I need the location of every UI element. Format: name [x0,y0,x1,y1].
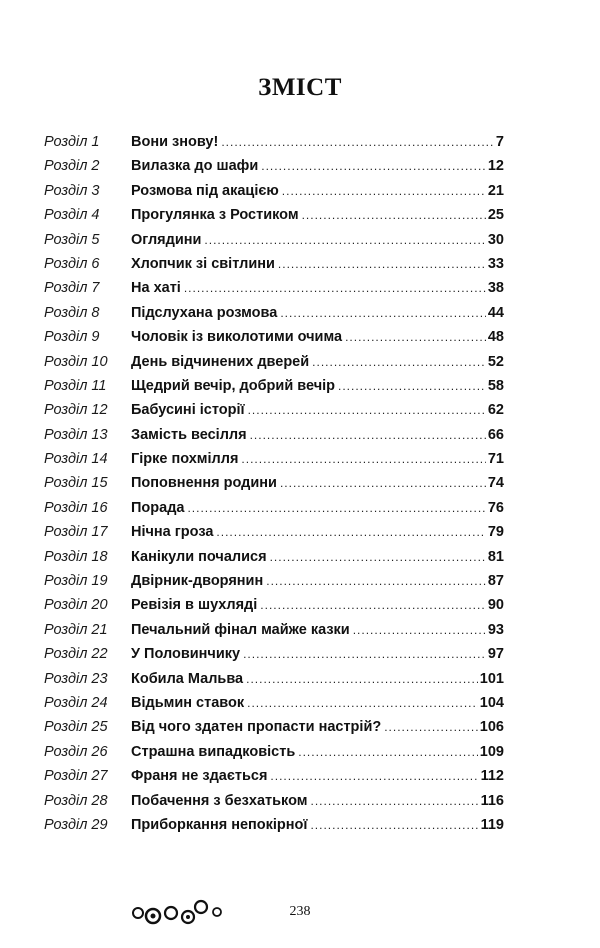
chapter-title: Канікули почалися [131,548,267,565]
page-number: 238 [289,904,311,919]
chapter-page-number: 79 [487,524,504,541]
dot-leader [311,789,479,813]
chapter-page-number: 62 [487,402,504,419]
chapter-title: Бабусині історії [131,402,245,419]
chapter-number: Розділ 22 [44,646,108,663]
chapter-number: Розділ 2 [44,158,100,175]
toc-entry [44,618,504,642]
chapter-page-number: 52 [487,353,504,370]
chapter-page-number: 66 [487,426,504,443]
chapter-page-number: 38 [487,280,504,297]
dot-leader [247,691,478,715]
chapter-title: У Половинчику [131,646,241,663]
chapter-title: Хлопчик зі світлини [131,255,275,272]
toc-entry [44,398,504,422]
chapter-page-number: 81 [487,548,504,565]
dot-leader [384,715,478,739]
dot-leader [270,764,478,788]
dot-leader [345,325,486,349]
dot-leader [353,618,486,642]
chapter-number: Розділ 9 [44,329,100,346]
chapter-title: Побачення з безхатьком [131,792,308,809]
chapter-title: Прогулянка з Ростиком [131,207,299,224]
chapter-title: День відчинених дверей [131,353,310,370]
toc-entry [44,471,504,495]
chapter-number: Розділ 24 [44,694,108,711]
dot-leader [310,813,478,837]
toc-entry [44,447,504,471]
chapter-title: Нічна гроза [131,524,214,541]
chapter-number: Розділ 23 [44,670,108,687]
dot-leader [261,154,486,178]
chapter-page-number: 30 [487,231,504,248]
chapter-number: Розділ 19 [44,573,108,590]
chapter-number: Розділ 3 [44,182,100,199]
chapter-page-number: 112 [480,768,504,785]
dot-leader [298,740,478,764]
dot-leader [243,642,486,666]
dot-leader [280,471,486,495]
chapter-number: Розділ 11 [44,377,107,394]
table-of-contents [44,130,504,837]
chapter-title: Чоловік із виколотими очима [131,329,343,346]
chapter-number: Розділ 18 [44,548,108,565]
toc-entry [44,179,504,203]
chapter-title: Замість весілля [131,426,247,443]
toc-entry [44,642,504,666]
dot-leader [302,203,486,227]
dot-leader [187,496,485,520]
chapter-title: Печальний фінал майже казки [131,621,350,638]
chapter-title: На хаті [131,280,181,297]
chapter-number: Розділ 7 [44,280,100,297]
chapter-number: Розділ 29 [44,816,108,833]
dot-leader [221,130,494,154]
toc-entry [44,691,504,715]
chapter-title: Вилазка до шафи [131,158,259,175]
chapter-number: Розділ 5 [44,231,100,248]
chapter-title: Кобила Мальва [131,670,244,687]
chapter-title: Страшна випадковість [131,743,296,760]
chapter-title: Оглядини [131,231,202,248]
chapter-title: Двірник-дворянин [131,573,264,590]
toc-entry [44,203,504,227]
chapter-number: Розділ 10 [44,353,108,370]
dot-leader [278,252,486,276]
chapter-page-number: 93 [487,621,504,638]
toc-entry [44,350,504,374]
chapter-number: Розділ 8 [44,304,100,321]
dot-leader [241,447,485,471]
chapter-page-number: 44 [487,304,504,321]
dot-leader [270,545,486,569]
chapter-title: Ревізія в шухляді [131,597,258,614]
toc-entry [44,740,504,764]
dot-leader [250,423,486,447]
chapter-page-number: 119 [480,816,504,833]
chapter-page-number: 109 [479,743,504,760]
chapter-title: Гірке похмілля [131,451,239,468]
toc-entry [44,252,504,276]
chapter-number: Розділ 6 [44,255,100,272]
toc-entry [44,228,504,252]
chapter-title: Франя не здається [131,768,268,785]
chapter-page-number: 104 [479,694,504,711]
toc-entry [44,423,504,447]
chapter-page-number: 116 [480,792,504,809]
dot-leader [246,667,478,691]
chapter-page-number: 7 [495,134,504,150]
dot-leader [204,228,485,252]
chapter-page-number: 76 [487,499,504,516]
toc-entry [44,545,504,569]
toc-entry [44,789,504,813]
chapter-page-number: 21 [487,182,504,199]
chapter-number: Розділ 17 [44,524,108,541]
chapter-page-number: 87 [487,573,504,590]
chapter-number: Розділ 4 [44,207,100,224]
chapter-title: Вони знову! [131,134,219,150]
dot-leader [216,520,485,544]
toc-entry [44,276,504,300]
chapter-title: Приборкання непокірної [131,816,308,833]
chapter-number: Розділ 25 [44,719,108,736]
chapter-title: Розмова під акацією [131,182,279,199]
chapter-page-number: 90 [487,597,504,614]
dot-leader [280,301,486,325]
chapter-number: Розділ 20 [44,597,108,614]
chapter-page-number: 97 [487,646,504,663]
dot-leader [338,374,486,398]
chapter-number: Розділ 28 [44,792,108,809]
dot-leader [184,276,486,300]
dot-leader [266,569,486,593]
chapter-page-number: 25 [487,207,504,224]
chapter-page-number: 58 [487,377,504,394]
dot-leader [260,593,486,617]
toc-entry [44,496,504,520]
chapter-title: Від чого здатен пропасти настрій? [131,719,382,736]
chapter-number: Розділ 26 [44,743,108,760]
toc-entry [44,325,504,349]
dot-leader [312,350,486,374]
toc-entry [44,813,504,837]
chapter-title: Підслухана розмова [131,304,278,321]
toc-entry [44,301,504,325]
chapter-title: Поповнення родини [131,475,277,492]
chapter-number: Розділ 16 [44,499,108,516]
chapter-title: Щедрий вечір, добрий вечір [131,377,336,394]
chapter-page-number: 106 [479,719,504,736]
toc-entry [44,374,504,398]
toc-entry [44,154,504,178]
page-title: ЗМІСТ [258,74,342,101]
chapter-number: Розділ 15 [44,475,108,492]
chapter-number: Розділ 12 [44,402,108,419]
dot-leader [248,398,486,422]
chapter-number: Розділ 27 [44,768,108,785]
toc-entry [44,764,504,788]
chapter-page-number: 74 [487,475,504,492]
toc-entry [44,715,504,739]
chapter-title: Відьмин ставок [131,694,245,711]
toc-entry [44,130,504,154]
chapter-page-number: 101 [479,670,504,687]
chapter-number: Розділ 14 [44,451,108,468]
toc-entry [44,667,504,691]
chapter-page-number: 33 [487,255,504,272]
dot-leader [282,179,486,203]
chapter-page-number: 48 [487,329,504,346]
chapter-number: Розділ 13 [44,426,108,443]
chapter-title: Порада [131,499,185,516]
toc-entry [44,593,504,617]
chapter-number: Розділ 21 [44,621,108,638]
chapter-number: Розділ 1 [44,134,100,150]
chapter-page-number: 71 [487,451,504,468]
chapter-page-number: 12 [487,158,504,175]
toc-entry [44,520,504,544]
toc-entry [44,569,504,593]
